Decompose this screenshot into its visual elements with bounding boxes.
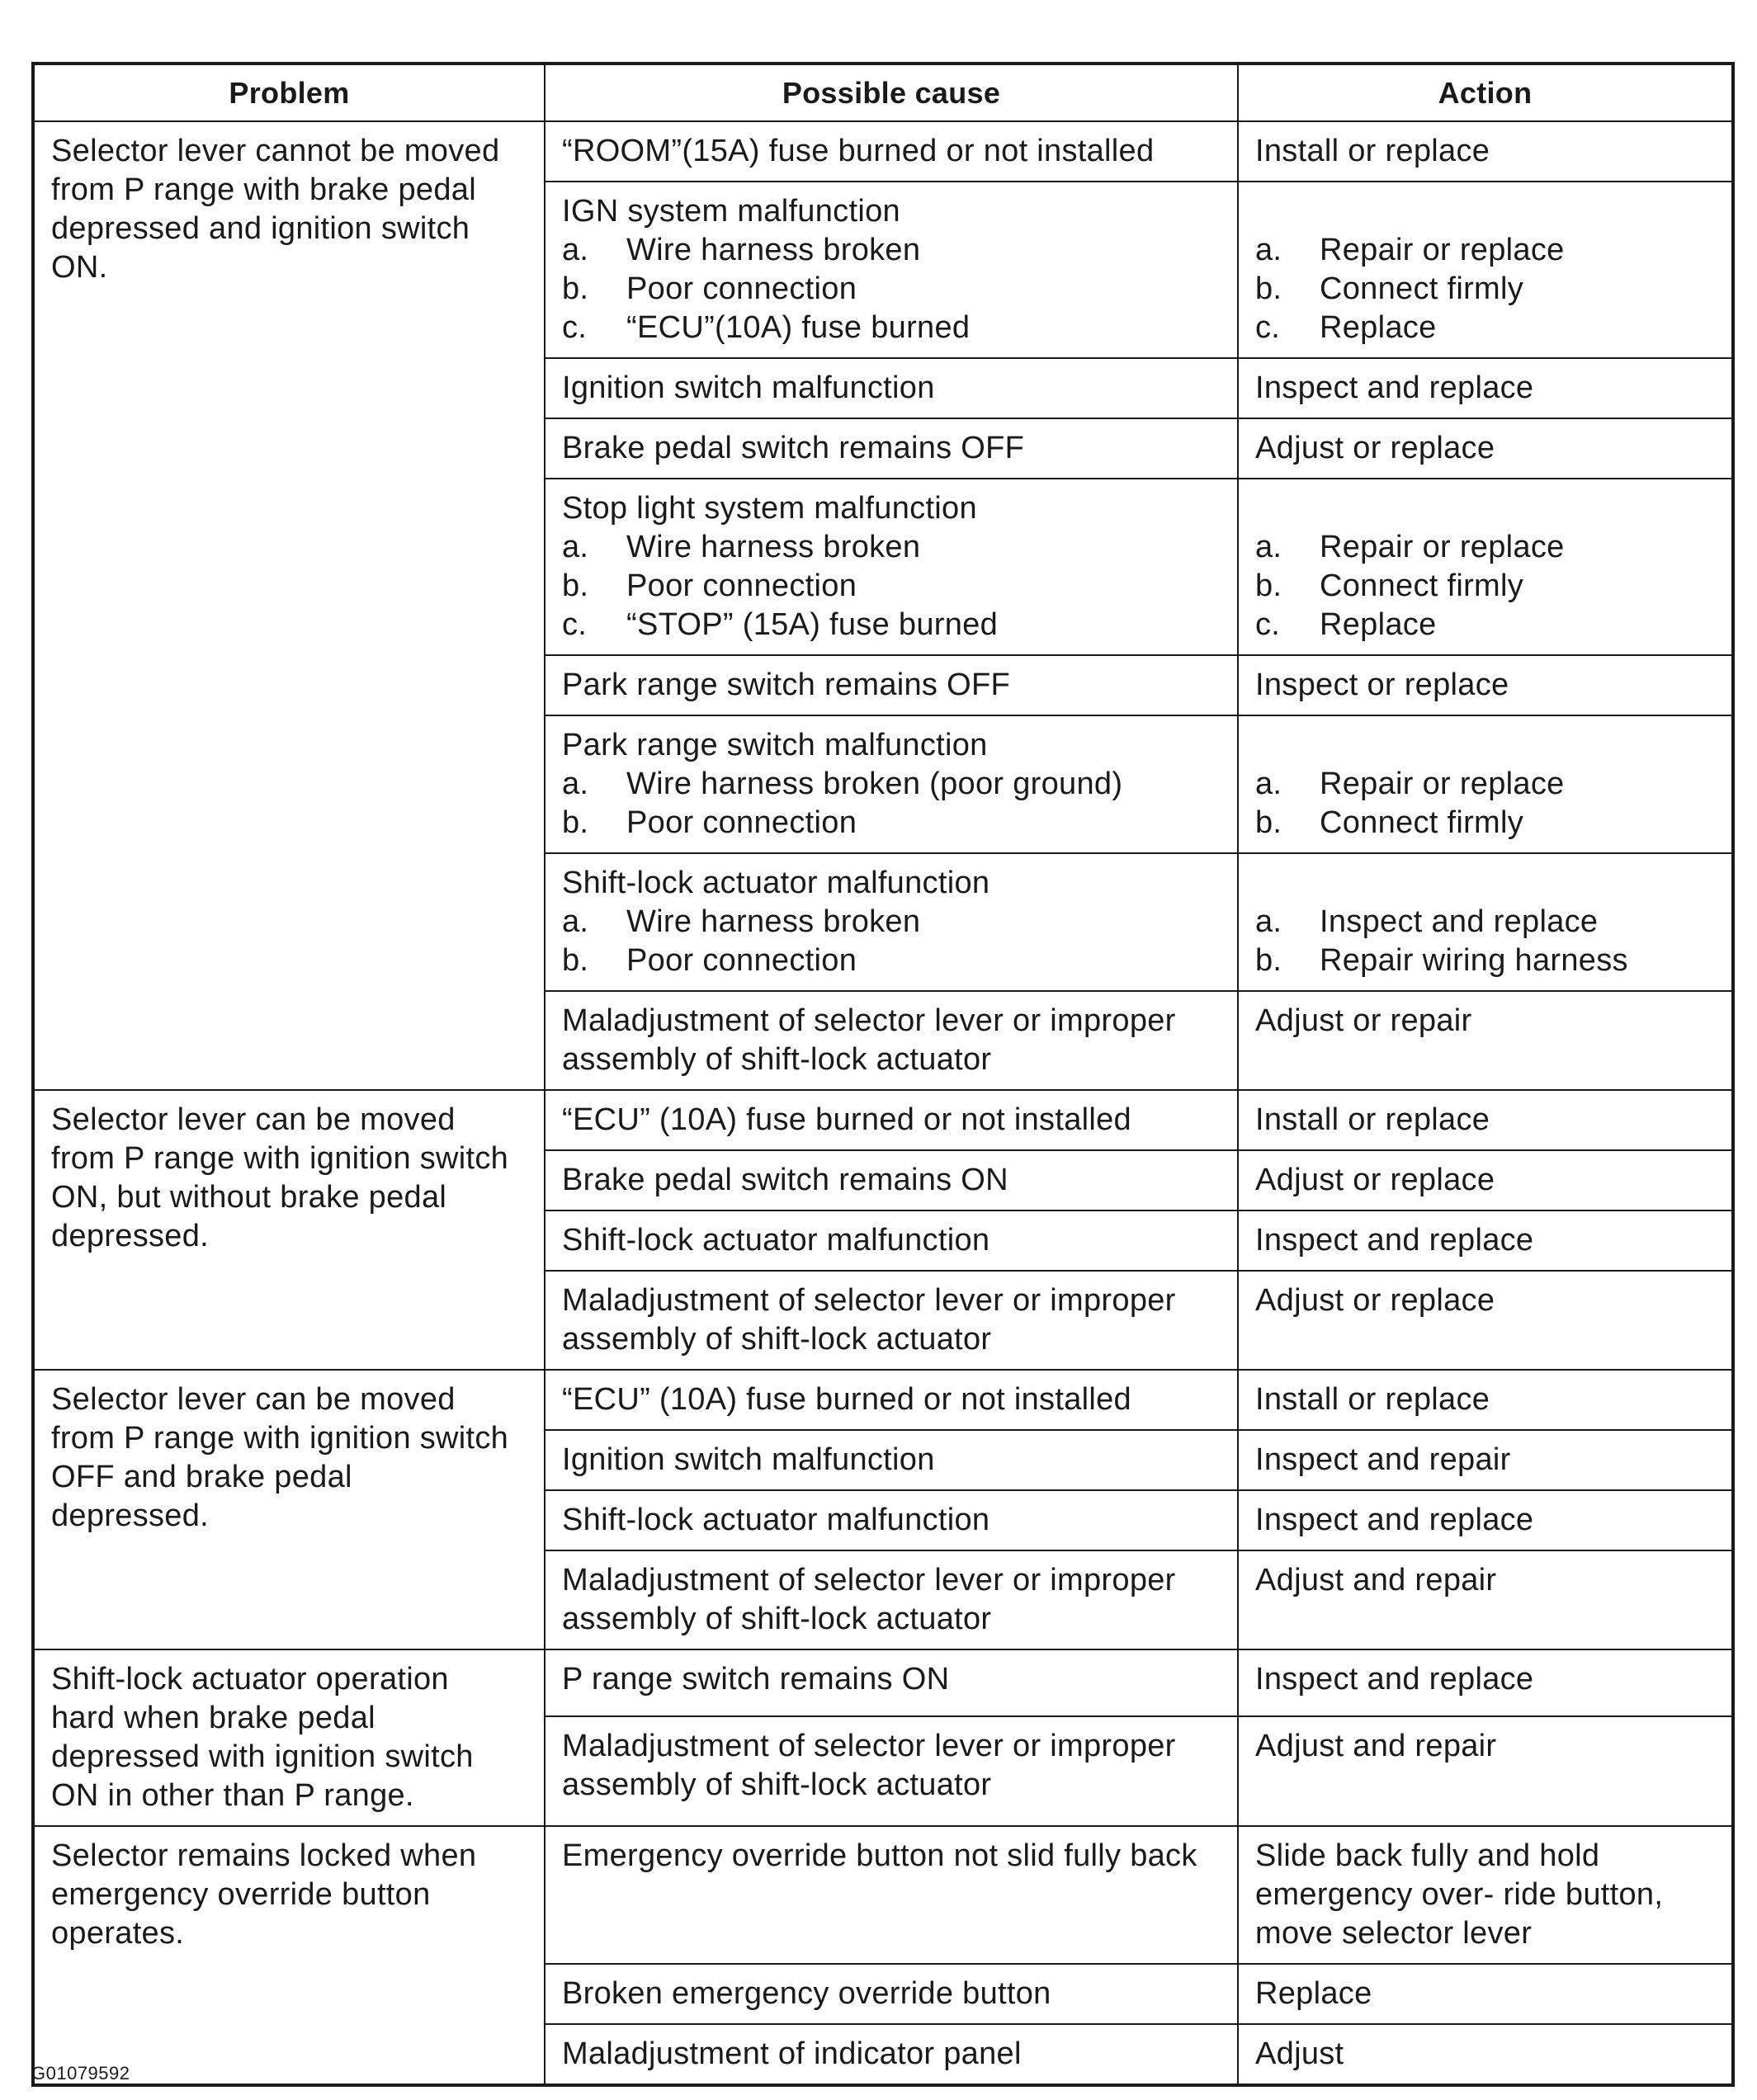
- cause-text: Park range switch malfunction: [562, 728, 988, 762]
- action-sub-item: [1255, 941, 1715, 980]
- action-text: Adjust or repair: [1255, 1003, 1472, 1038]
- action-text: Adjust and repair: [1255, 1728, 1497, 1763]
- cause-text: Ignition switch malfunction: [562, 370, 935, 405]
- sub-item-letter: b.: [1255, 271, 1282, 306]
- cause-text: “ECU” (10A) fuse burned or not installed: [562, 1382, 1131, 1417]
- action-sub-item: [1255, 765, 1715, 804]
- action-text: Install or replace: [1255, 134, 1490, 168]
- sub-item-text: “STOP” (15A) fuse burned: [626, 607, 999, 642]
- sub-item-letter: b.: [562, 943, 589, 978]
- sub-item-letter: b.: [562, 271, 589, 306]
- sub-item-text: Replace: [1320, 607, 1437, 642]
- table-row: [33, 1649, 1733, 1716]
- action-sub-item: [1255, 804, 1715, 842]
- cause-sub-item: [562, 528, 1221, 567]
- action-sub-item: [1255, 528, 1715, 567]
- sub-item-letter: b.: [1255, 805, 1282, 840]
- table-body: [33, 121, 1733, 2085]
- cause-cell: [545, 991, 1238, 1090]
- cause-text: Maladjustment of selector lever or improper assembly of shift-lock actuator: [562, 1003, 1176, 1077]
- action-cell: [1238, 853, 1733, 991]
- cause-text: “ROOM”(15A) fuse burned or not installed: [562, 134, 1155, 168]
- cause-cell: [545, 358, 1238, 418]
- header-possible-cause: Possible cause: [545, 64, 1238, 121]
- table-row: [33, 1090, 1733, 1150]
- action-sub-item: [1255, 606, 1715, 644]
- cause-cell: [545, 1550, 1238, 1649]
- problem-text: Selector lever can be moved from P range with ignition switch OFF and brake pedal depressed.: [51, 1382, 509, 1533]
- sub-item-letter: c.: [562, 310, 588, 345]
- sub-item-text: Wire harness broken (poor ground): [626, 767, 1123, 801]
- sub-item-text: Connect firmly: [1320, 805, 1524, 840]
- cause-cell: [545, 1090, 1238, 1150]
- problem-cell: [33, 1370, 545, 1649]
- action-cell: [1238, 1150, 1733, 1210]
- problem-cell: [33, 121, 545, 1090]
- cause-text: Maladjustment of selector lever or improper assembly of shift-lock actuator: [562, 1728, 1176, 1802]
- cause-sub-item: [562, 765, 1221, 804]
- sub-item-letter: a.: [1255, 904, 1282, 939]
- cause-sub-item: [562, 270, 1221, 309]
- cause-cell: [545, 418, 1238, 479]
- action-text: Adjust or replace: [1255, 1283, 1495, 1318]
- cause-text: Broken emergency override button: [562, 1976, 1051, 2011]
- cause-sub-item: [562, 606, 1221, 644]
- action-cell: [1238, 1964, 1733, 2024]
- cause-sub-item: [562, 567, 1221, 606]
- action-cell: [1238, 655, 1733, 715]
- header-action: Action: [1238, 64, 1733, 121]
- action-cell: [1238, 1210, 1733, 1271]
- problem-text: Selector lever can be moved from P range with ignition switch ON, but without brake pedal depressed.: [51, 1102, 509, 1253]
- action-cell: [1238, 991, 1733, 1090]
- sub-item-text: Inspect and replace: [1320, 904, 1599, 939]
- action-sub-item: [1255, 567, 1715, 606]
- action-text: Inspect and replace: [1255, 1662, 1534, 1697]
- action-text: Adjust or replace: [1255, 1163, 1495, 1197]
- table-row: [33, 1826, 1733, 1964]
- action-sub-item: [1255, 903, 1715, 941]
- cause-text: IGN system malfunction: [562, 194, 900, 229]
- cause-cell: [545, 655, 1238, 715]
- sub-item-letter: a.: [562, 767, 589, 801]
- cause-cell: [545, 479, 1238, 655]
- cause-cell: [545, 1210, 1238, 1271]
- action-text: Adjust: [1255, 2036, 1344, 2071]
- action-cell: [1238, 1826, 1733, 1964]
- sub-item-text: Repair or replace: [1320, 767, 1565, 801]
- sub-item-letter: c.: [562, 607, 588, 642]
- problem-text: Selector remains locked when emergency override button operates.: [51, 1838, 477, 1951]
- cause-text: Shift-lock actuator malfunction: [562, 866, 990, 900]
- cause-sub-item: [562, 941, 1221, 980]
- header-row: [33, 64, 1733, 121]
- action-cell: [1238, 2024, 1733, 2085]
- action-cell: [1238, 1271, 1733, 1370]
- sub-item-letter: b.: [1255, 943, 1282, 978]
- cause-cell: [545, 1150, 1238, 1210]
- sub-item-text: Poor connection: [626, 805, 857, 840]
- sub-item-letter: c.: [1255, 607, 1281, 642]
- cause-text: Park range switch remains OFF: [562, 668, 1010, 702]
- action-cell: [1238, 121, 1733, 182]
- action-cell: [1238, 182, 1733, 358]
- problem-cell: [33, 1826, 545, 2085]
- cause-text: Stop light system malfunction: [562, 491, 977, 526]
- cause-cell: [545, 1716, 1238, 1826]
- action-cell: [1238, 418, 1733, 479]
- cause-text: Maladjustment of selector lever or improper assembly of shift-lock actuator: [562, 1563, 1176, 1636]
- cause-sub-item: [562, 231, 1221, 270]
- cause-text: Maladjustment of indicator panel: [562, 2036, 1022, 2071]
- action-text: Inspect and replace: [1255, 370, 1534, 405]
- sub-item-letter: a.: [1255, 233, 1282, 267]
- cause-cell: [545, 1430, 1238, 1490]
- sub-item-text: Poor connection: [626, 271, 857, 306]
- sub-item-letter: a.: [562, 233, 589, 267]
- problem-text: Shift-lock actuator operation hard when brake pedal depressed with ignition switch ON in other than P range.: [51, 1662, 474, 1813]
- action-text: Inspect or replace: [1255, 668, 1509, 702]
- sub-item-text: Connect firmly: [1320, 569, 1524, 603]
- cause-sub-item: [562, 903, 1221, 941]
- action-text: Slide back fully and hold emergency over- ride button, move selector lever: [1255, 1838, 1664, 1951]
- sub-item-text: “ECU”(10A) fuse burned: [626, 310, 971, 345]
- cause-cell: [545, 1826, 1238, 1964]
- sub-item-text: Wire harness broken: [626, 904, 921, 939]
- cause-text: Emergency override button not slid fully back: [562, 1838, 1197, 1873]
- action-text: Install or replace: [1255, 1382, 1490, 1417]
- sub-item-letter: b.: [562, 805, 589, 840]
- header-problem: Problem: [33, 64, 545, 121]
- sub-item-text: Repair wiring harness: [1320, 943, 1628, 978]
- action-cell: [1238, 1490, 1733, 1550]
- table-row: [33, 121, 1733, 182]
- sub-item-text: Connect firmly: [1320, 271, 1524, 306]
- action-text: Adjust and repair: [1255, 1563, 1497, 1597]
- cause-text: Brake pedal switch remains OFF: [562, 431, 1025, 465]
- cause-text: P range switch remains ON: [562, 1662, 950, 1697]
- sub-item-letter: b.: [562, 569, 589, 603]
- action-sub-item: [1255, 231, 1715, 270]
- cause-cell: [545, 2024, 1238, 2085]
- sub-item-text: Poor connection: [626, 943, 857, 978]
- cause-cell: [545, 1370, 1238, 1430]
- cause-text: Brake pedal switch remains ON: [562, 1163, 1008, 1197]
- sub-item-letter: c.: [1255, 310, 1281, 345]
- action-sub-item: [1255, 309, 1715, 347]
- action-text: Inspect and replace: [1255, 1503, 1534, 1537]
- action-cell: [1238, 715, 1733, 853]
- sub-item-text: Repair or replace: [1320, 530, 1565, 564]
- cause-cell: [545, 853, 1238, 991]
- sub-item-text: Replace: [1320, 310, 1437, 345]
- sub-item-text: Wire harness broken: [626, 530, 921, 564]
- problem-text: Selector lever cannot be moved from P range with brake pedal depressed and ignition switch ON.: [51, 134, 500, 285]
- action-text: Replace: [1255, 1976, 1372, 2011]
- action-cell: [1238, 358, 1733, 418]
- sub-item-letter: a.: [1255, 767, 1282, 801]
- action-cell: [1238, 1550, 1733, 1649]
- action-cell: [1238, 1370, 1733, 1430]
- sub-item-letter: b.: [1255, 569, 1282, 603]
- cause-text: Shift-lock actuator malfunction: [562, 1503, 990, 1537]
- sub-item-text: Repair or replace: [1320, 233, 1565, 267]
- action-text: Inspect and repair: [1255, 1442, 1511, 1477]
- cause-cell: [545, 1490, 1238, 1550]
- cause-cell: [545, 1271, 1238, 1370]
- cause-cell: [545, 1964, 1238, 2024]
- problem-cell: [33, 1649, 545, 1826]
- cause-sub-item: [562, 309, 1221, 347]
- action-text: Install or replace: [1255, 1102, 1490, 1137]
- action-text: Adjust or replace: [1255, 431, 1495, 465]
- cause-cell: [545, 182, 1238, 358]
- sub-item-letter: a.: [1255, 530, 1282, 564]
- cause-sub-item: [562, 804, 1221, 842]
- action-cell: [1238, 1090, 1733, 1150]
- action-cell: [1238, 1430, 1733, 1490]
- sub-item-letter: a.: [562, 904, 589, 939]
- problem-cell: [33, 1090, 545, 1370]
- action-cell: [1238, 1649, 1733, 1716]
- table-row: [33, 1370, 1733, 1430]
- cause-text: Ignition switch malfunction: [562, 1442, 935, 1477]
- troubleshooting-table: [31, 62, 1735, 2087]
- cause-cell: [545, 715, 1238, 853]
- sub-item-text: Poor connection: [626, 569, 857, 603]
- action-sub-item: [1255, 270, 1715, 309]
- cause-text: Shift-lock actuator malfunction: [562, 1223, 990, 1258]
- cause-cell: [545, 121, 1238, 182]
- cause-cell: [545, 1649, 1238, 1716]
- sub-item-text: Wire harness broken: [626, 233, 921, 267]
- cause-text: Maladjustment of selector lever or improper assembly of shift-lock actuator: [562, 1283, 1176, 1357]
- cause-text: “ECU” (10A) fuse burned or not installed: [562, 1102, 1131, 1137]
- action-text: Inspect and replace: [1255, 1223, 1534, 1258]
- sub-item-letter: a.: [562, 530, 589, 564]
- figure-id: G01079592: [31, 2063, 130, 2083]
- action-cell: [1238, 479, 1733, 655]
- action-cell: [1238, 1716, 1733, 1826]
